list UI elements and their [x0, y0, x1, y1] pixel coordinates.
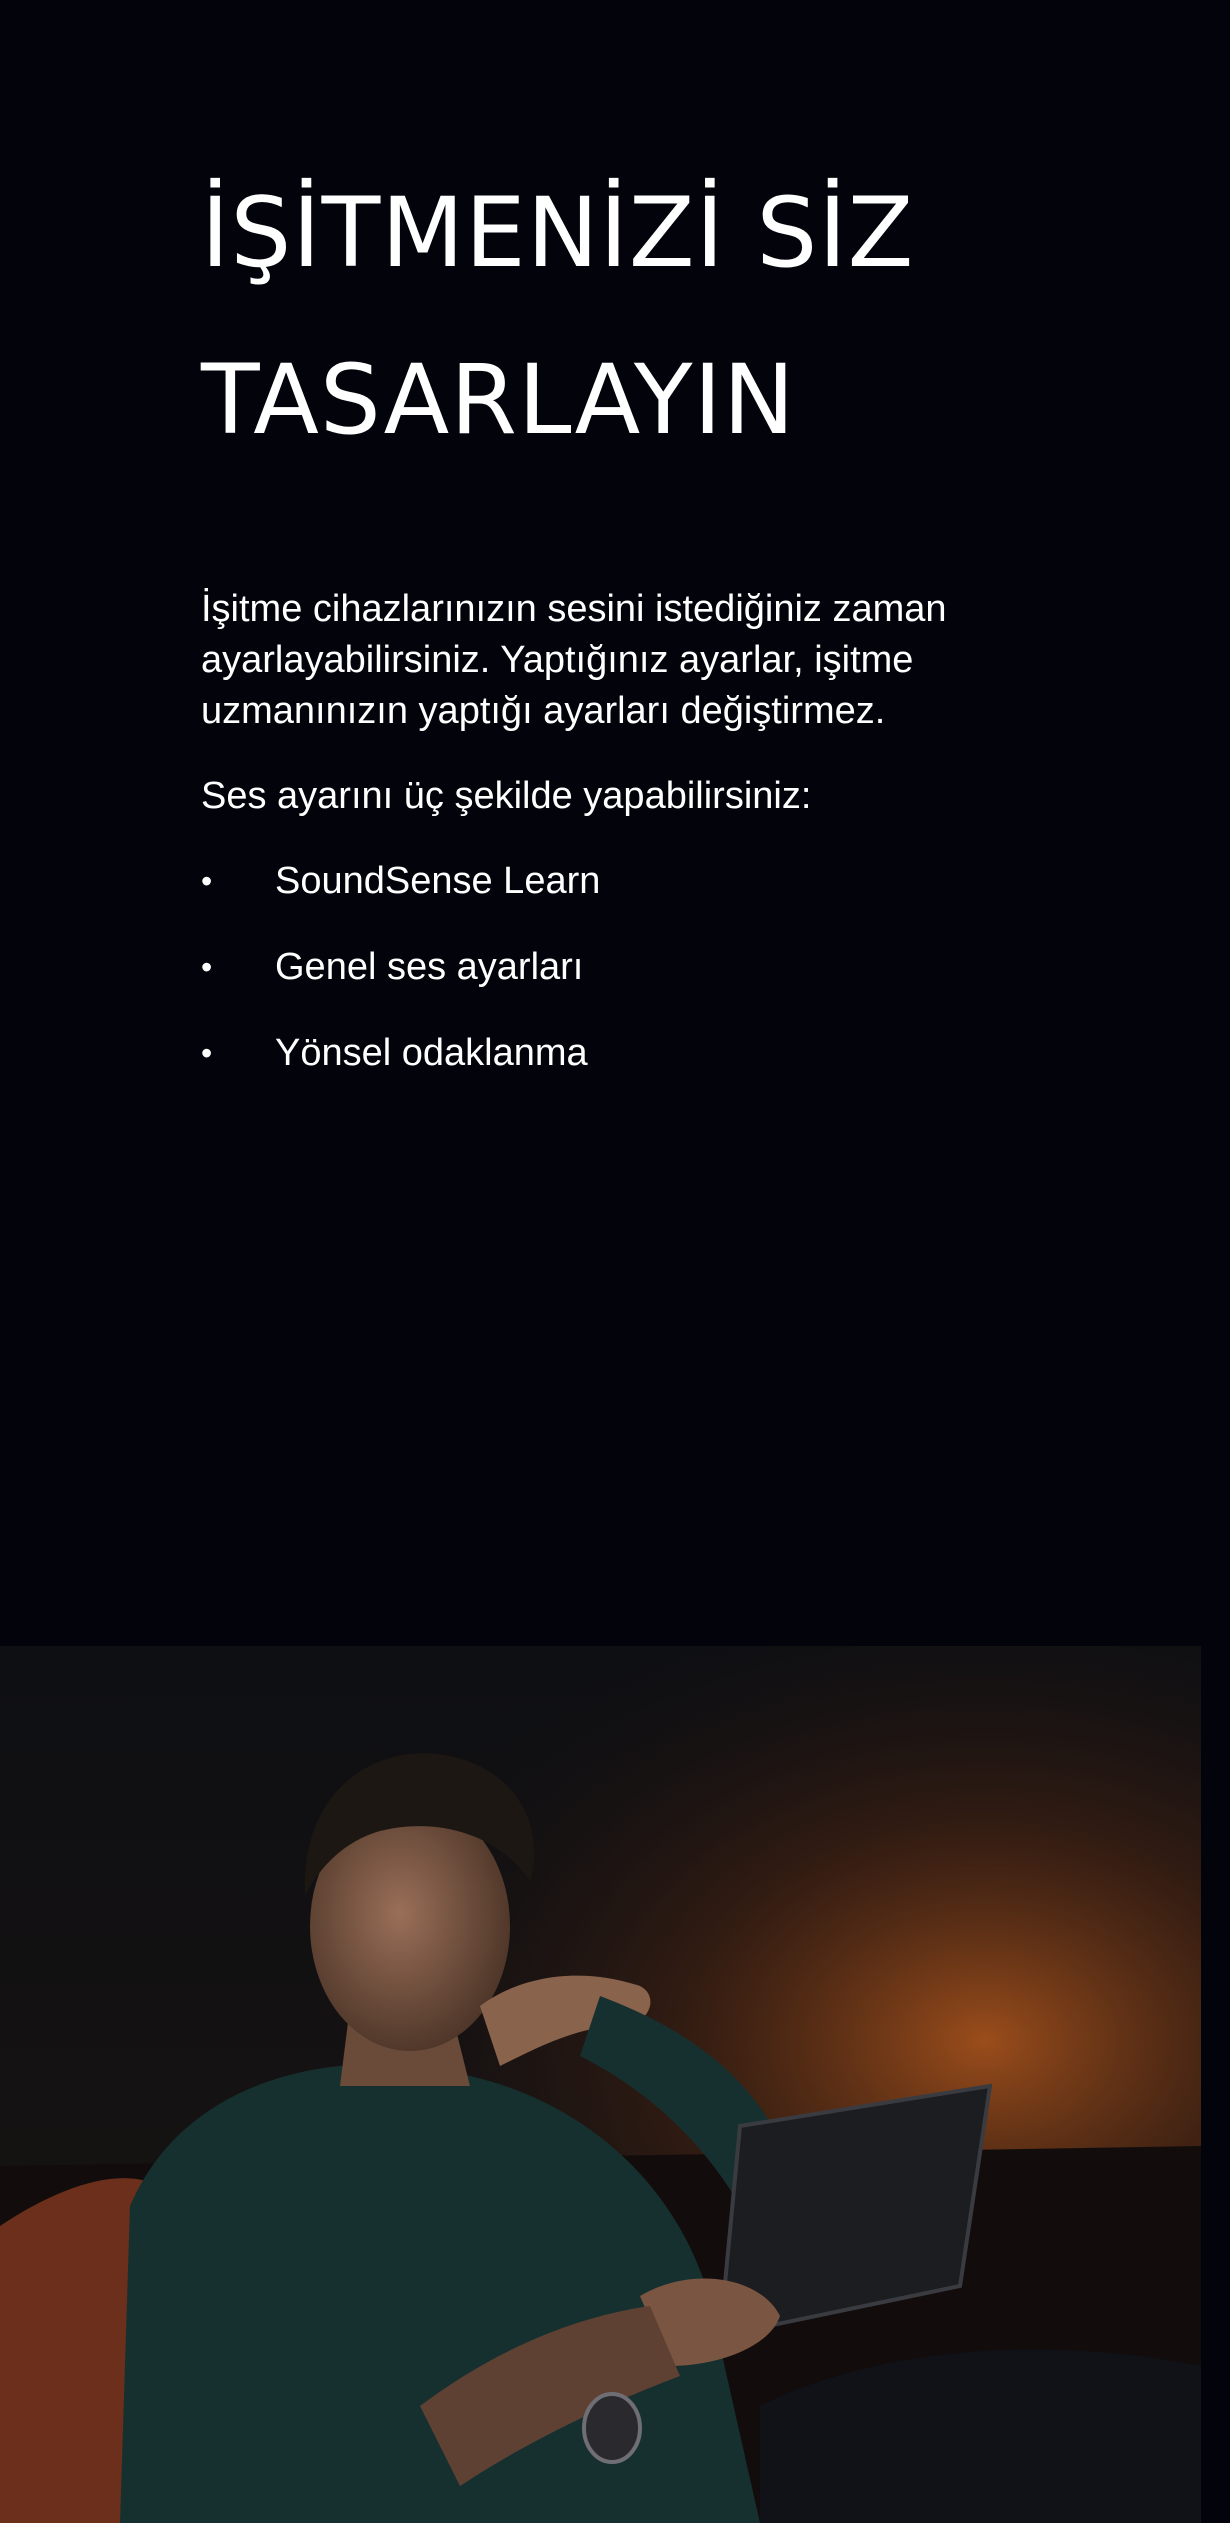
list-item [201, 1028, 1021, 1079]
man-with-tablet-photo [0, 1646, 1201, 2523]
page-title: İŞİTMENİZİ SİZ TASARLAYIN [201, 177, 915, 456]
list-item-label: Genel ses ayarları [275, 946, 584, 988]
lead-paragraph: Ses ayarını üç şekilde yapabilirsiniz: [201, 775, 812, 817]
photo-illustration [0, 1646, 1201, 2523]
list-item-label: Yönsel odaklanma [275, 1032, 588, 1074]
intro-paragraph: İşitme cihazlarınızın sesini istediğiniz zaman ayarlayabilirsiniz. Yaptığınız ayarlar, işitme uzmanınızın yaptığı ayarları değiştirmez. [201, 588, 947, 732]
list-item [201, 942, 1021, 993]
text-section [201, 150, 1021, 1114]
list-item-label: SoundSense Learn [275, 860, 601, 902]
bullet-icon: • [201, 1035, 213, 1071]
bullet-icon: • [201, 949, 213, 985]
list-item [201, 856, 1021, 907]
bullet-icon: • [201, 863, 213, 899]
options-list [201, 856, 1021, 1079]
